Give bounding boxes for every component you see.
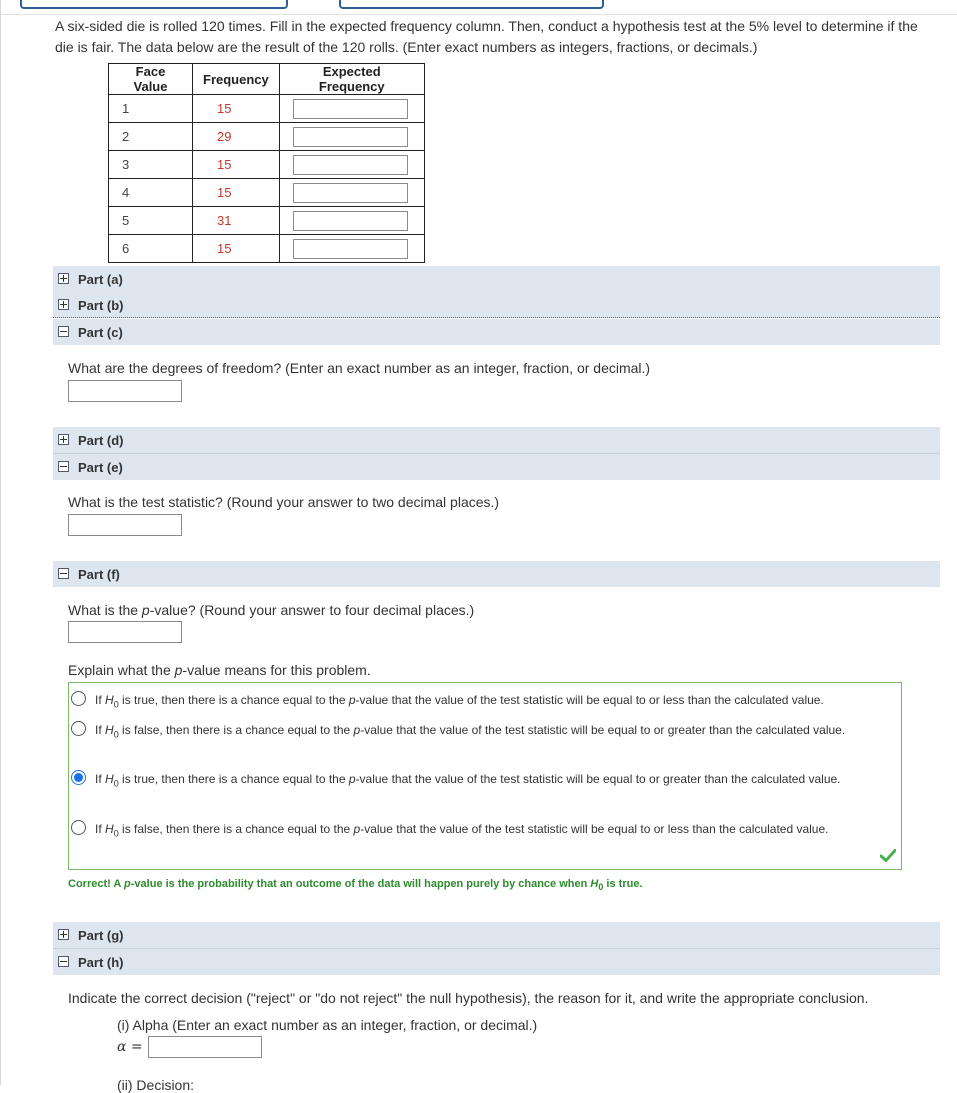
checkmark-icon: [880, 849, 896, 862]
frequency-cell: 15: [193, 179, 280, 207]
minus-box-icon: [58, 568, 69, 579]
plus-box-icon: [58, 273, 69, 284]
face-value-cell: 1: [109, 95, 193, 123]
plus-box-icon: [58, 299, 69, 310]
face-value-cell: 5: [109, 207, 193, 235]
part-f-question: What is the p-value? (Round your answer to four decimal places.): [68, 602, 475, 618]
frequency-cell: 29: [193, 123, 280, 151]
face-value-cell: 4: [109, 179, 193, 207]
frequency-table: [108, 63, 425, 263]
expected-frequency-input-1[interactable]: [293, 99, 408, 119]
top-button-strip: [0, 0, 957, 14]
top-nav-button-1[interactable]: [20, 0, 288, 9]
part-f-explain-prompt: Explain what the p-value means for this problem.: [68, 662, 371, 678]
table-row: [109, 95, 425, 123]
part-f-header[interactable]: [53, 561, 940, 587]
part-focus-divider: [53, 317, 940, 318]
header-frequency: Frequency: [193, 64, 280, 95]
part-h-label: Part (h): [78, 955, 124, 970]
minus-box-icon: [58, 461, 69, 472]
alpha-input[interactable]: [148, 1036, 262, 1058]
frequency-cell: 15: [193, 151, 280, 179]
header-expected-frequency: Expected Frequency: [279, 64, 424, 95]
option-text: If $H_0$ is false, then there is a chance equal to the p-value that the value of the test statistic will be equal to or greater than the calculated value.: [95, 723, 846, 740]
expected-frequency-input-3[interactable]: [293, 155, 408, 175]
table-row: [109, 151, 425, 179]
alpha-label: (i) Alpha (Enter an exact number as an integer, fraction, or decimal.): [117, 1017, 538, 1033]
header-face-value: Face Value: [109, 64, 193, 95]
problem-statement: A six-sided die is rolled 120 times. Fill in the expected frequency column. Then, conduct a hypothesis test at the 5% level to determine if the die is fair. The data below are the result of the 120 rolls. (Enter exact numbers as integers, fractions, or decimals.): [55, 18, 918, 55]
feedback-message: Correct! A p-value is the probability that an outcome of the data will happen purely by chance when $H_0$ is true.: [68, 878, 643, 893]
plus-box-icon: [58, 929, 69, 940]
minus-box-icon: [58, 326, 69, 337]
top-nav-button-2[interactable]: [339, 0, 604, 9]
part-c-question: What are the degrees of freedom? (Enter an exact number as an integer, fraction, or decimal.): [68, 360, 651, 376]
part-g-label: Part (g): [78, 928, 124, 943]
expected-frequency-input-5[interactable]: [293, 211, 408, 231]
part-g-header[interactable]: [53, 922, 940, 948]
part-e-header[interactable]: [53, 454, 940, 480]
plus-box-icon: [58, 434, 69, 445]
part-h-header[interactable]: [53, 949, 940, 975]
face-value-cell: 6: [109, 235, 193, 263]
decision-label: (ii) Decision:: [117, 1077, 195, 1093]
expected-frequency-input-6[interactable]: [293, 239, 408, 259]
part-c-label: Part (c): [78, 325, 123, 340]
face-value-cell: 3: [109, 151, 193, 179]
top-divider: [0, 14, 957, 15]
table-row: [109, 179, 425, 207]
table-row: [109, 123, 425, 151]
part-d-label: Part (d): [78, 433, 124, 448]
minus-box-icon: [58, 956, 69, 967]
radio-button[interactable]: [71, 691, 86, 706]
expected-frequency-input-4[interactable]: [293, 183, 408, 203]
option-text: If $H_0$ is true, then there is a chance equal to the p-value that the value of the test statistic will be equal to or greater than the calculated value.: [95, 772, 841, 789]
table-row: [109, 235, 425, 263]
part-e-label: Part (e): [78, 460, 123, 475]
option-text: If $H_0$ is false, then there is a chance equal to the p-value that the value of the test statistic will be equal to or less than the calculated value.: [95, 822, 829, 839]
frequency-cell: 15: [193, 235, 280, 263]
part-f-label: Part (f): [78, 567, 120, 582]
part-a-header[interactable]: [53, 266, 940, 292]
radio-button[interactable]: [71, 820, 86, 835]
part-e-question: What is the test statistic? (Round your answer to two decimal places.): [68, 494, 500, 510]
radio-button[interactable]: [71, 721, 86, 736]
p-value-options: [68, 682, 902, 870]
radio-button-selected[interactable]: [71, 770, 86, 785]
part-b-label: Part (b): [78, 298, 124, 313]
expected-frequency-input-2[interactable]: [293, 127, 408, 147]
page-left-border: [0, 0, 1, 1085]
alpha-symbol: α =: [117, 1039, 143, 1055]
part-h-question: Indicate the correct decision ("reject" or "do not reject" the null hypothesis), the reason for it, and write the appropriate conclusion.: [68, 990, 869, 1006]
p-value-input[interactable]: [68, 621, 182, 643]
face-value-cell: 2: [109, 123, 193, 151]
part-c-header[interactable]: [53, 319, 940, 345]
table-row: [109, 207, 425, 235]
frequency-cell: 31: [193, 207, 280, 235]
part-d-header[interactable]: [53, 427, 940, 453]
part-b-header[interactable]: [53, 292, 940, 318]
option-text: If $H_0$ is true, then there is a chance equal to the p-value that the value of the test statistic will be equal to or less than the calculated value.: [95, 693, 824, 710]
frequency-cell: 15: [193, 95, 280, 123]
test-statistic-input[interactable]: [68, 514, 182, 536]
degrees-of-freedom-input[interactable]: [68, 380, 182, 402]
part-a-label: Part (a): [78, 272, 123, 287]
